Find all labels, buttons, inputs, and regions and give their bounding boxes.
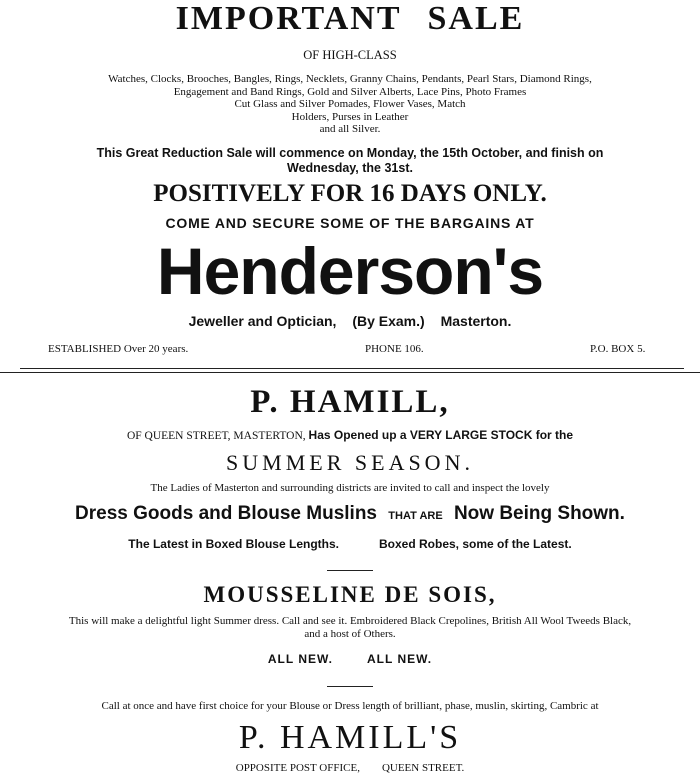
summer-dress-description xyxy=(0,615,700,641)
mousseline-heading: MOUSSELINE DE SOIS, xyxy=(203,582,497,607)
goods-line: Cut Glass and Silver Pomades, Flower Vases, Match xyxy=(234,98,466,111)
address-line xyxy=(0,762,700,775)
headline-word-sale: SALE xyxy=(427,0,525,37)
come-and-secure-line: COME AND SECURE SOME OF THE BARGAINS AT xyxy=(165,215,535,231)
by-exam: (By Exam.) xyxy=(352,313,425,329)
now-being-shown-text: Now Being Shown. xyxy=(453,503,625,524)
goods-line: and all Silver. xyxy=(319,123,381,136)
reduction-line: Wednesday, the 31st. xyxy=(287,160,413,175)
large-stock-announcement: Has Opened up a VERY LARGE STOCK for the xyxy=(308,428,574,442)
latest-boxed-line xyxy=(0,537,700,552)
reduction-line: This Great Reduction Sale will commence on Monday, the 15th October, and finish on xyxy=(96,146,604,160)
section-divider xyxy=(20,368,684,369)
boxed-blouse-lengths: The Latest in Boxed Blouse Lengths. xyxy=(128,537,339,551)
queen-street-line xyxy=(0,428,700,443)
dress-goods-line xyxy=(0,502,700,528)
jeweller-line xyxy=(0,312,700,330)
call-at-once-line: Call at once and have first choice for your Blouse or Dress length of brilliant, phase, muslin, skirting, Cambric at xyxy=(101,700,599,712)
headline-word-important: IMPORTANT xyxy=(175,0,402,37)
boxed-robes: Boxed Robes, some of the Latest. xyxy=(379,537,572,551)
ladies-invitation: The Ladies of Masterton and surrounding districts are invited to call and inspect the lovely xyxy=(150,482,550,494)
summer-season-heading: SUMMER SEASON. xyxy=(226,450,474,475)
jeweller-optician: Jeweller and Optician, xyxy=(188,313,337,329)
goods-line: Watches, Clocks, Brooches, Bangles, Rings, Necklets, Granny Chains, Pendants, Pearl Stars, Diamond Rings, xyxy=(108,73,592,85)
section-divider-thin xyxy=(0,372,700,373)
high-class-subtitle: OF HIGH-CLASS xyxy=(303,48,397,62)
short-divider xyxy=(327,570,373,571)
that-are-text: THAT ARE xyxy=(388,510,443,522)
established-text: ESTABLISHED Over 20 years. xyxy=(48,343,189,355)
reduction-sale-notice xyxy=(0,146,700,175)
po-box: P.O. BOX 5. xyxy=(590,343,646,355)
hamill-headline: P. HAMILL, xyxy=(250,384,450,420)
queen-street: QUEEN STREET. xyxy=(381,762,465,774)
phone-number: PHONE 106. xyxy=(365,343,424,355)
goods-line: Engagement and Band Rings, Gold and Silver Alberts, Lace Pins, Photo Frames xyxy=(173,85,527,98)
opposite-post-office: OPPOSITE POST OFFICE, xyxy=(235,762,360,774)
goods-line: Holders, Purses in Leather xyxy=(291,110,409,123)
goods-list xyxy=(0,73,700,136)
sale-headline xyxy=(0,0,700,38)
description-line: This will make a delightful light Summer dress. Call and see it. Embroidered Black Crepolines, British All Wool Tweeds Black, xyxy=(68,615,632,627)
town-masterton: Masterton. xyxy=(440,313,512,329)
all-new-first: ALL NEW. xyxy=(267,652,333,666)
hamills-shop-name: P. HAMILL'S xyxy=(238,719,462,756)
all-new-line xyxy=(0,652,700,667)
short-divider xyxy=(327,686,373,687)
positively-heading: POSITIVELY FOR 16 DAYS ONLY. xyxy=(153,180,547,207)
shop-name-hendersons: Henderson's xyxy=(156,234,544,308)
description-line: and a host of Others. xyxy=(304,628,396,640)
all-new-second: ALL NEW. xyxy=(367,652,433,666)
street-address: OF QUEEN STREET, MASTERTON, xyxy=(126,430,306,442)
dress-goods-text: Dress Goods and Blouse Muslins xyxy=(75,503,377,524)
